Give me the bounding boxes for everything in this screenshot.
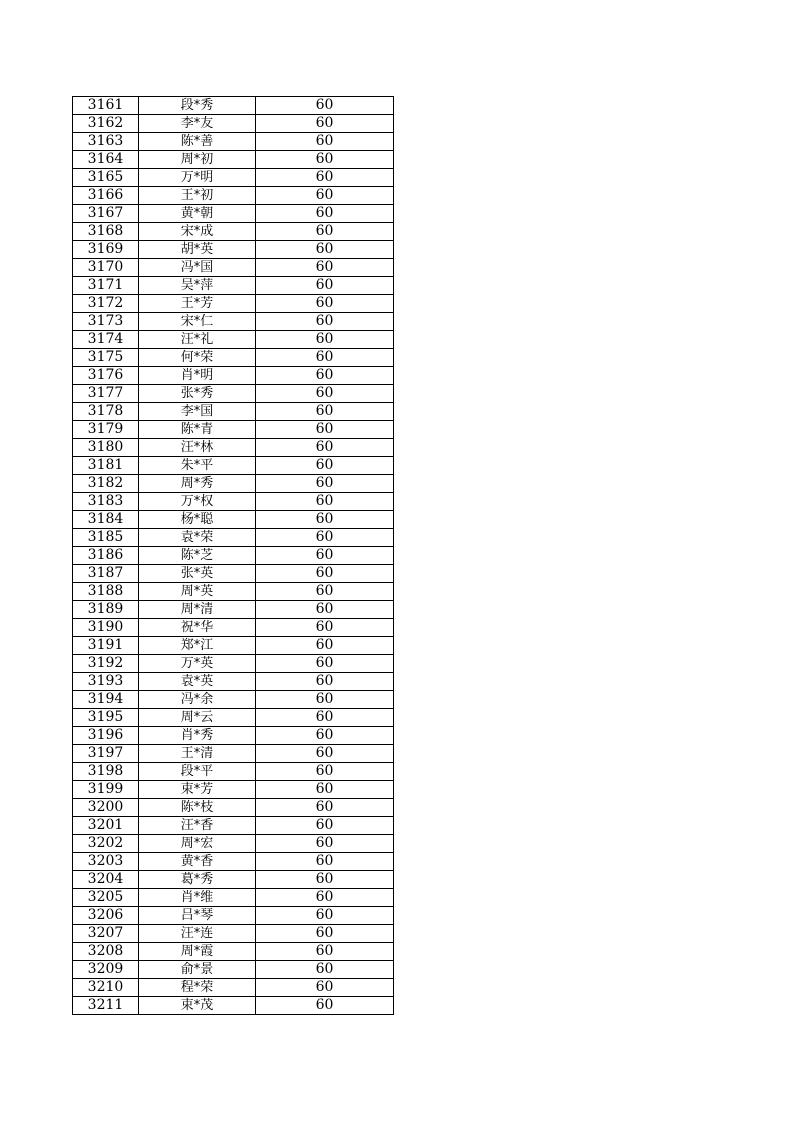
row-number-cell: 3188 [73, 583, 139, 601]
amount-cell: 60 [256, 439, 394, 457]
row-number-cell: 3183 [73, 493, 139, 511]
row-number-cell: 3175 [73, 349, 139, 367]
amount-cell: 60 [256, 817, 394, 835]
amount-cell: 60 [256, 331, 394, 349]
name-cell: 肖*维 [139, 889, 256, 907]
name-cell: 葛*秀 [139, 871, 256, 889]
name-cell: 汪*香 [139, 817, 256, 835]
name-cell: 冯*国 [139, 259, 256, 277]
name-cell: 张*英 [139, 565, 256, 583]
table-row [73, 871, 394, 889]
row-number-cell: 3176 [73, 367, 139, 385]
row-number-cell: 3190 [73, 619, 139, 637]
name-cell: 汪*林 [139, 439, 256, 457]
table-row [73, 835, 394, 853]
amount-cell: 60 [256, 169, 394, 187]
amount-cell: 60 [256, 151, 394, 169]
table-row [73, 799, 394, 817]
data-table [72, 96, 394, 1015]
table-row [73, 817, 394, 835]
name-cell: 黄*香 [139, 853, 256, 871]
name-cell: 王*芳 [139, 295, 256, 313]
amount-cell: 60 [256, 979, 394, 997]
row-number-cell: 3194 [73, 691, 139, 709]
row-number-cell: 3208 [73, 943, 139, 961]
amount-cell: 60 [256, 385, 394, 403]
table-row [73, 151, 394, 169]
amount-cell: 60 [256, 619, 394, 637]
row-number-cell: 3163 [73, 133, 139, 151]
table-row [73, 601, 394, 619]
row-number-cell: 3211 [73, 997, 139, 1015]
name-cell: 束*茂 [139, 997, 256, 1015]
amount-cell: 60 [256, 223, 394, 241]
amount-cell: 60 [256, 511, 394, 529]
name-cell: 黄*朝 [139, 205, 256, 223]
amount-cell: 60 [256, 421, 394, 439]
amount-cell: 60 [256, 691, 394, 709]
table-row [73, 259, 394, 277]
row-number-cell: 3200 [73, 799, 139, 817]
row-number-cell: 3180 [73, 439, 139, 457]
table-row [73, 205, 394, 223]
amount-cell: 60 [256, 403, 394, 421]
amount-cell: 60 [256, 205, 394, 223]
table-row [73, 673, 394, 691]
name-cell: 陈*枝 [139, 799, 256, 817]
amount-cell: 60 [256, 349, 394, 367]
row-number-cell: 3207 [73, 925, 139, 943]
amount-cell: 60 [256, 295, 394, 313]
table-row [73, 403, 394, 421]
amount-cell: 60 [256, 799, 394, 817]
table-row [73, 223, 394, 241]
row-number-cell: 3205 [73, 889, 139, 907]
name-cell: 杨*聪 [139, 511, 256, 529]
amount-cell: 60 [256, 961, 394, 979]
table-row [73, 295, 394, 313]
table-row [73, 547, 394, 565]
table-row [73, 619, 394, 637]
name-cell: 周*英 [139, 583, 256, 601]
name-cell: 胡*英 [139, 241, 256, 259]
table-row [73, 313, 394, 331]
row-number-cell: 3186 [73, 547, 139, 565]
amount-cell: 60 [256, 889, 394, 907]
name-cell: 何*荣 [139, 349, 256, 367]
name-cell: 冯*余 [139, 691, 256, 709]
row-number-cell: 3184 [73, 511, 139, 529]
table-row [73, 565, 394, 583]
row-number-cell: 3170 [73, 259, 139, 277]
name-cell: 李*国 [139, 403, 256, 421]
amount-cell: 60 [256, 853, 394, 871]
table-row [73, 97, 394, 115]
name-cell: 程*荣 [139, 979, 256, 997]
row-number-cell: 3209 [73, 961, 139, 979]
table-row [73, 727, 394, 745]
table-row [73, 457, 394, 475]
amount-cell: 60 [256, 313, 394, 331]
amount-cell: 60 [256, 475, 394, 493]
row-number-cell: 3199 [73, 781, 139, 799]
name-cell: 段*平 [139, 763, 256, 781]
table-row [73, 475, 394, 493]
row-number-cell: 3192 [73, 655, 139, 673]
name-cell: 周*清 [139, 601, 256, 619]
row-number-cell: 3162 [73, 115, 139, 133]
amount-cell: 60 [256, 367, 394, 385]
row-number-cell: 3198 [73, 763, 139, 781]
name-cell: 万*明 [139, 169, 256, 187]
table-row [73, 925, 394, 943]
table-row [73, 691, 394, 709]
row-number-cell: 3193 [73, 673, 139, 691]
table-row [73, 745, 394, 763]
name-cell: 肖*秀 [139, 727, 256, 745]
table-row [73, 493, 394, 511]
row-number-cell: 3204 [73, 871, 139, 889]
name-cell: 周*宏 [139, 835, 256, 853]
row-number-cell: 3173 [73, 313, 139, 331]
row-number-cell: 3206 [73, 907, 139, 925]
amount-cell: 60 [256, 241, 394, 259]
table-row [73, 385, 394, 403]
name-cell: 束*芳 [139, 781, 256, 799]
table-row [73, 709, 394, 727]
name-cell: 肖*明 [139, 367, 256, 385]
table-row [73, 277, 394, 295]
table-row [73, 907, 394, 925]
row-number-cell: 3172 [73, 295, 139, 313]
row-number-cell: 3182 [73, 475, 139, 493]
amount-cell: 60 [256, 565, 394, 583]
table-row [73, 889, 394, 907]
table-row [73, 979, 394, 997]
row-number-cell: 3168 [73, 223, 139, 241]
name-cell: 周*云 [139, 709, 256, 727]
amount-cell: 60 [256, 709, 394, 727]
name-cell: 宋*仁 [139, 313, 256, 331]
name-cell: 袁*荣 [139, 529, 256, 547]
name-cell: 郑*江 [139, 637, 256, 655]
table-row [73, 763, 394, 781]
table-row [73, 511, 394, 529]
table-row [73, 943, 394, 961]
row-number-cell: 3185 [73, 529, 139, 547]
row-number-cell: 3191 [73, 637, 139, 655]
amount-cell: 60 [256, 277, 394, 295]
amount-cell: 60 [256, 601, 394, 619]
row-number-cell: 3201 [73, 817, 139, 835]
table-row [73, 133, 394, 151]
name-cell: 朱*平 [139, 457, 256, 475]
name-cell: 王*初 [139, 187, 256, 205]
table-row [73, 421, 394, 439]
row-number-cell: 3179 [73, 421, 139, 439]
name-cell: 万*权 [139, 493, 256, 511]
amount-cell: 60 [256, 673, 394, 691]
name-cell: 陈*善 [139, 133, 256, 151]
table-row [73, 241, 394, 259]
amount-cell: 60 [256, 943, 394, 961]
row-number-cell: 3210 [73, 979, 139, 997]
name-cell: 周*初 [139, 151, 256, 169]
table-row [73, 583, 394, 601]
row-number-cell: 3187 [73, 565, 139, 583]
amount-cell: 60 [256, 727, 394, 745]
row-number-cell: 3197 [73, 745, 139, 763]
row-number-cell: 3166 [73, 187, 139, 205]
row-number-cell: 3167 [73, 205, 139, 223]
table-row [73, 439, 394, 457]
row-number-cell: 3165 [73, 169, 139, 187]
row-number-cell: 3177 [73, 385, 139, 403]
name-cell: 祝*华 [139, 619, 256, 637]
table-row [73, 331, 394, 349]
amount-cell: 60 [256, 493, 394, 511]
row-number-cell: 3178 [73, 403, 139, 421]
name-cell: 汪*连 [139, 925, 256, 943]
table-row [73, 961, 394, 979]
row-number-cell: 3161 [73, 97, 139, 115]
amount-cell: 60 [256, 763, 394, 781]
amount-cell: 60 [256, 259, 394, 277]
table-body [73, 97, 394, 1015]
row-number-cell: 3181 [73, 457, 139, 475]
row-number-cell: 3196 [73, 727, 139, 745]
name-cell: 段*秀 [139, 97, 256, 115]
amount-cell: 60 [256, 925, 394, 943]
table-row [73, 367, 394, 385]
amount-cell: 60 [256, 997, 394, 1015]
row-number-cell: 3202 [73, 835, 139, 853]
table-row [73, 349, 394, 367]
name-cell: 汪*礼 [139, 331, 256, 349]
name-cell: 袁*英 [139, 673, 256, 691]
name-cell: 宋*成 [139, 223, 256, 241]
table-row [73, 529, 394, 547]
amount-cell: 60 [256, 637, 394, 655]
table-row [73, 781, 394, 799]
amount-cell: 60 [256, 457, 394, 475]
table-row [73, 187, 394, 205]
name-cell: 张*秀 [139, 385, 256, 403]
name-cell: 万*英 [139, 655, 256, 673]
table-row [73, 655, 394, 673]
row-number-cell: 3171 [73, 277, 139, 295]
row-number-cell: 3174 [73, 331, 139, 349]
table-row [73, 115, 394, 133]
table-row [73, 169, 394, 187]
name-cell: 李*友 [139, 115, 256, 133]
row-number-cell: 3169 [73, 241, 139, 259]
name-cell: 俞*景 [139, 961, 256, 979]
name-cell: 陈*芝 [139, 547, 256, 565]
name-cell: 吴*萍 [139, 277, 256, 295]
amount-cell: 60 [256, 907, 394, 925]
row-number-cell: 3203 [73, 853, 139, 871]
amount-cell: 60 [256, 655, 394, 673]
amount-cell: 60 [256, 547, 394, 565]
amount-cell: 60 [256, 583, 394, 601]
amount-cell: 60 [256, 115, 394, 133]
amount-cell: 60 [256, 781, 394, 799]
table-row [73, 853, 394, 871]
amount-cell: 60 [256, 187, 394, 205]
amount-cell: 60 [256, 871, 394, 889]
amount-cell: 60 [256, 835, 394, 853]
row-number-cell: 3195 [73, 709, 139, 727]
name-cell: 陈*青 [139, 421, 256, 439]
name-cell: 周*霞 [139, 943, 256, 961]
table-row [73, 997, 394, 1015]
name-cell: 王*清 [139, 745, 256, 763]
amount-cell: 60 [256, 529, 394, 547]
row-number-cell: 3189 [73, 601, 139, 619]
amount-cell: 60 [256, 97, 394, 115]
table-row [73, 637, 394, 655]
name-cell: 周*秀 [139, 475, 256, 493]
amount-cell: 60 [256, 745, 394, 763]
row-number-cell: 3164 [73, 151, 139, 169]
amount-cell: 60 [256, 133, 394, 151]
name-cell: 吕*琴 [139, 907, 256, 925]
